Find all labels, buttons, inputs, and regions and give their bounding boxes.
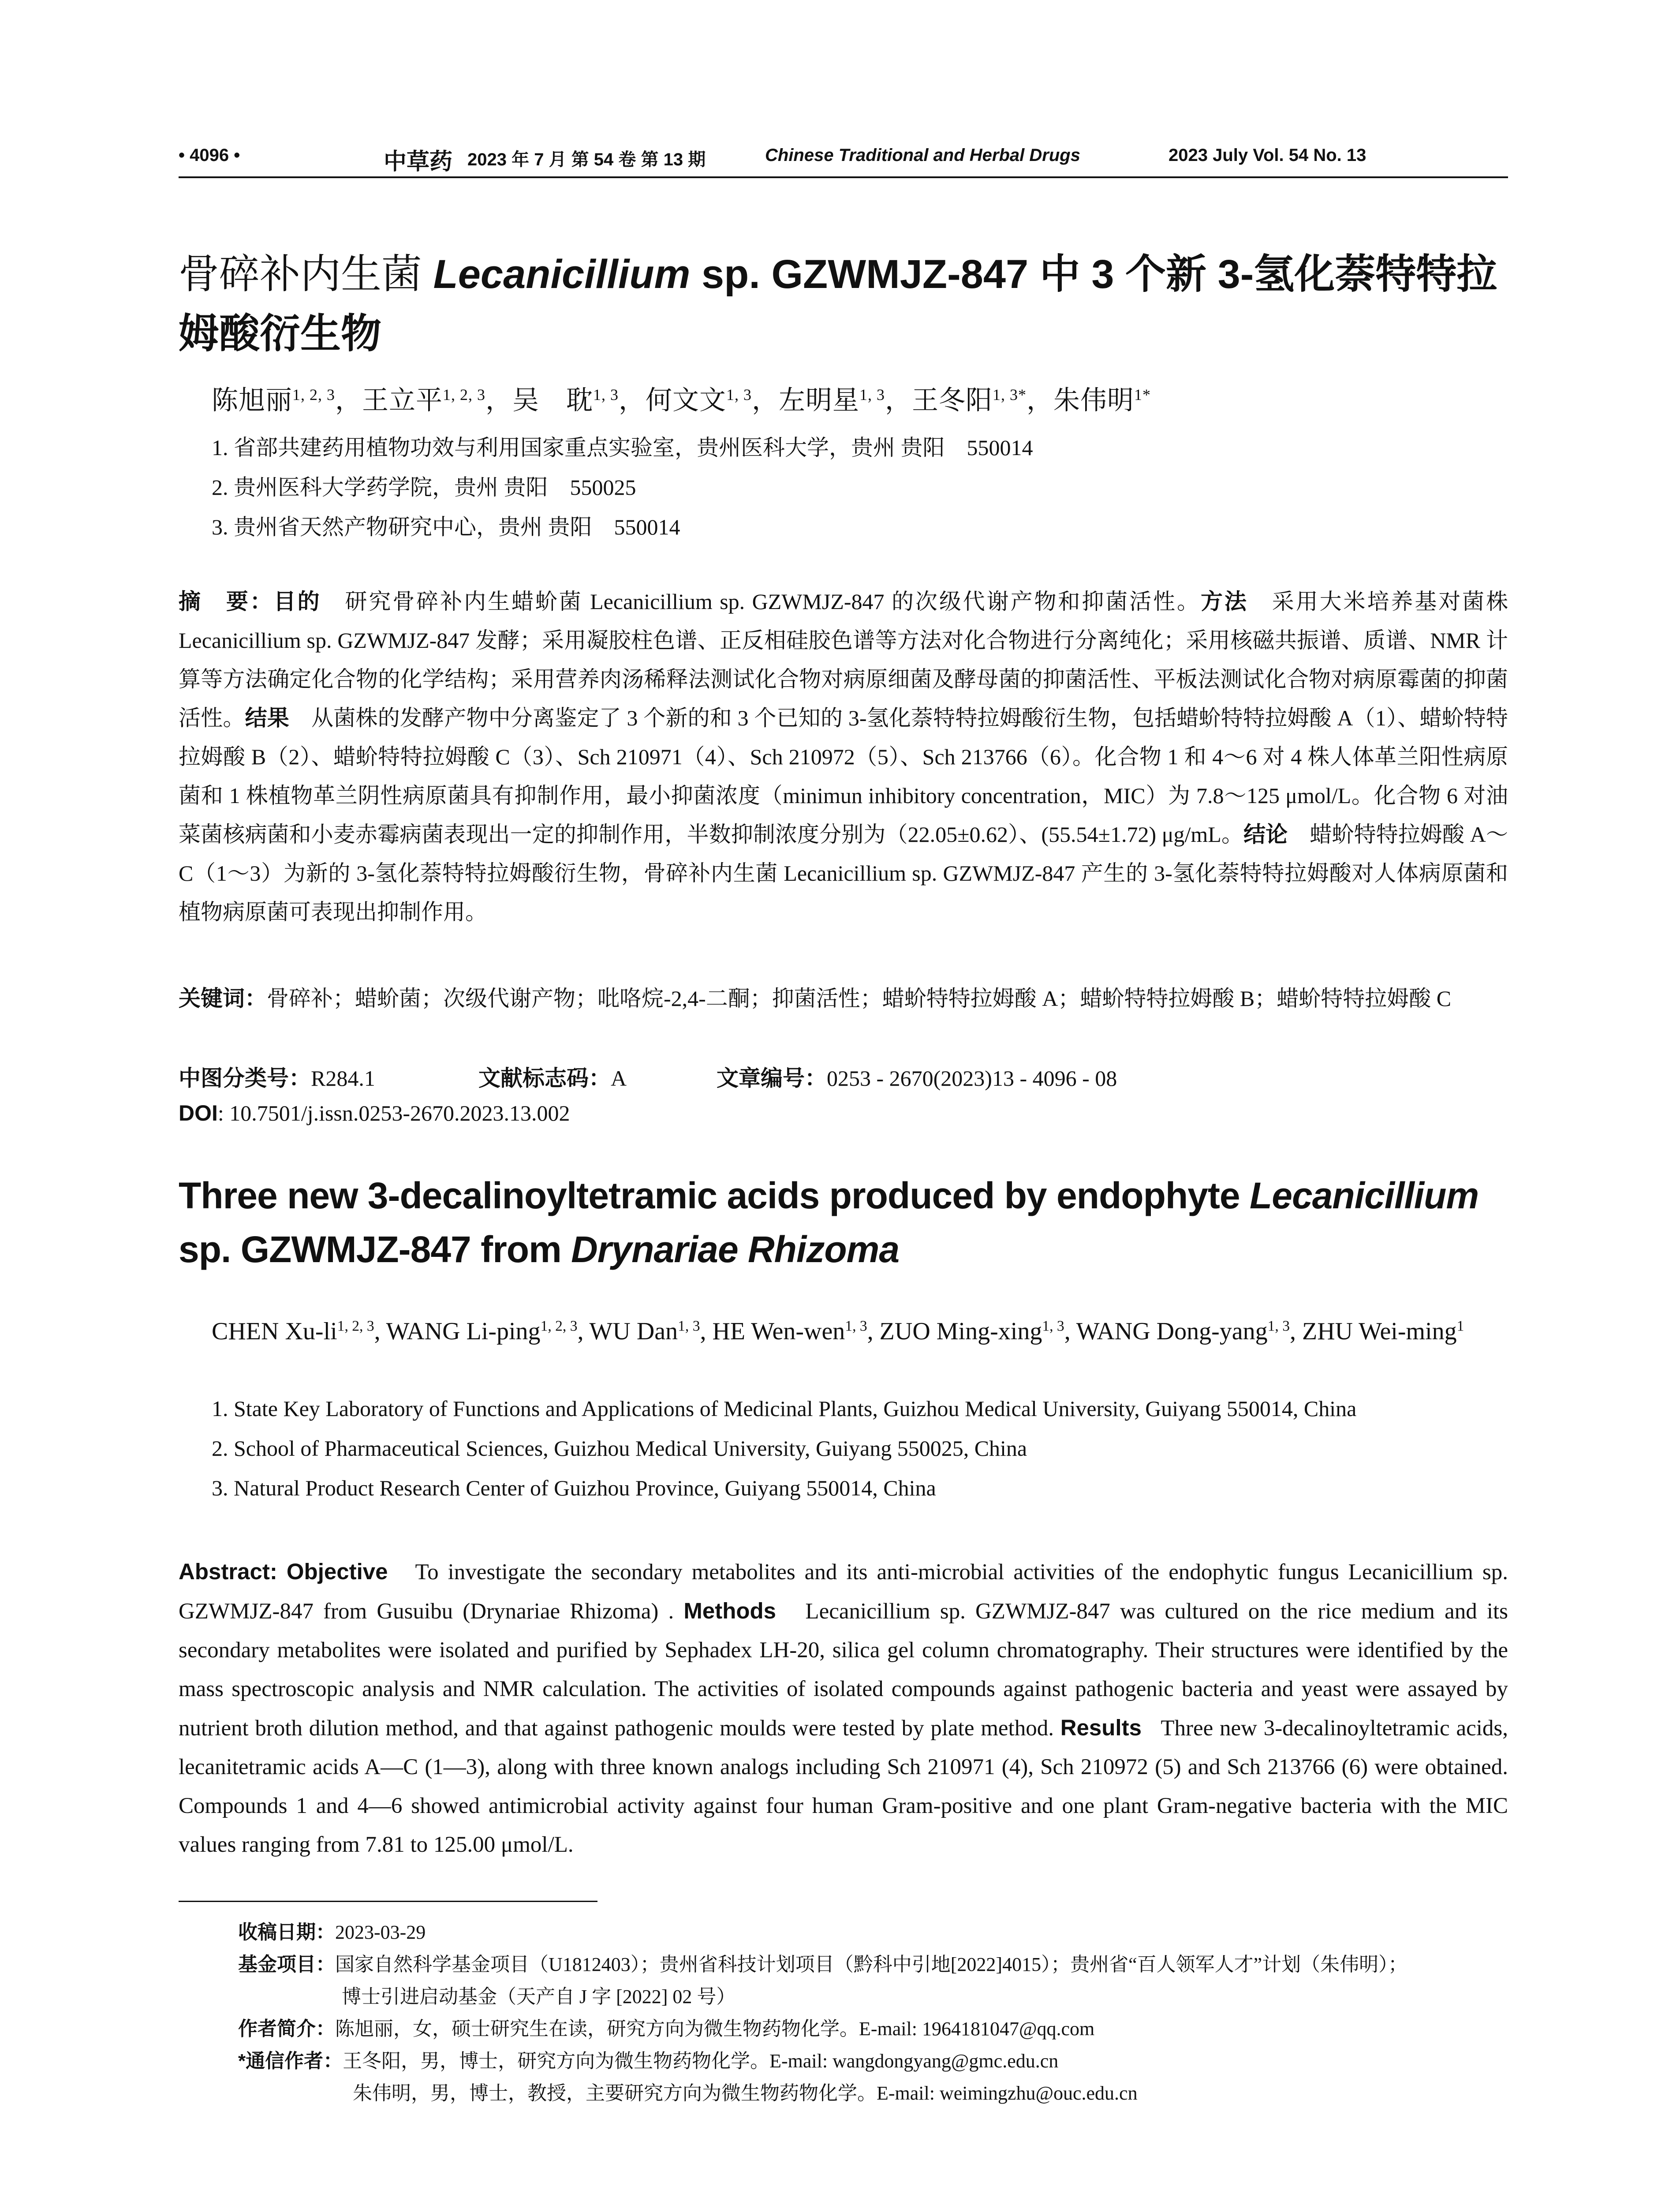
- author: [646, 386, 752, 415]
- footnote-text: 2023-03-29: [335, 1921, 426, 1943]
- author-affiliation-marker: 1, 3: [845, 1318, 867, 1334]
- title-cn-genus: Lecanicillium: [433, 252, 691, 297]
- author-affiliation-marker: 1, 3: [1042, 1318, 1064, 1334]
- title-en-part1: Three new 3-decalinoyltetramic acids produced by endophyte: [179, 1175, 1250, 1216]
- footnote-text: 国家自然科学基金项目（U1812403）；贵州省科技计划项目（黔科中引地[2022]4015）；贵州省“百人领军人才”计划（朱伟明）；: [335, 1954, 1408, 1975]
- title-cn-part2: sp. GZWMJZ-847 中 3 个新 3-氢化萘特特拉姆酸衍生物: [179, 252, 1497, 356]
- footnote-text: 陈旭丽，女，硕士研究生在读，研究方向为微生物药物化学。E-mail: 1964181047@qq.com: [335, 2018, 1095, 2040]
- header-rule: [179, 176, 1508, 178]
- author-name: WANG Dong-yang: [1076, 1318, 1268, 1345]
- doc-code-label: 文献标志码：: [478, 1066, 611, 1091]
- conclusion-cn-label: 结论: [1243, 822, 1288, 847]
- footnote-label: 基金项目：: [238, 1954, 335, 1975]
- objective-en-label: Objective: [286, 1559, 388, 1584]
- clc-value: R284.1: [311, 1066, 375, 1091]
- author-name: WANG Li-ping: [386, 1318, 541, 1345]
- article-number-label: 文章编号：: [717, 1066, 827, 1091]
- author-name: WU Dan: [589, 1318, 678, 1345]
- footnote-received: [238, 1916, 426, 1944]
- abstract-en: [179, 1552, 1508, 1864]
- author: [712, 1318, 867, 1345]
- author-name: 朱伟明: [1053, 386, 1134, 415]
- author-name: 吴 耽: [512, 386, 593, 415]
- affiliation-en-2: 2. School of Pharmaceutical Sciences, Guizhou Medical University, Guiyang 550025, China: [212, 1436, 1027, 1461]
- author-name: CHEN Xu-li: [212, 1318, 337, 1345]
- author-affiliation-marker: 1, 3: [1267, 1318, 1290, 1334]
- author-affiliation-marker: 1, 3*: [993, 386, 1027, 404]
- author: [1076, 1318, 1290, 1345]
- running-header: [179, 146, 1508, 176]
- footnote-funding-cont: [342, 1981, 735, 2009]
- footnote-correspondence-2: [353, 2077, 1138, 2105]
- results-en-text: Three new 3-decalinoyltetramic acids, lecanitetramic acids A—C (1—3), along with three known analogs including Sch 210971 (4), Sch 210972 (5) and Sch 213766 (6) were obtained. Compounds 1 and 4—6 showed antimicrobial activity against four human Gram-positive and one plant Gram-negative bacteria with the MIC values ranging from 7.81 to 125.00 μmol/L.: [179, 1716, 1508, 1857]
- affiliation-cn-2: 2. 贵州医科大学药学院，贵州 贵阳 550025: [212, 475, 636, 500]
- doc-code-value: A: [611, 1066, 627, 1091]
- objective-cn-text: 研究骨碎补内生蜡蚧菌 Lecanicillium sp. GZWMJZ-847 的次级代谢产物和抑菌活性。: [345, 589, 1201, 614]
- issue-cn: 2023 年 7 月 第 54 卷 第 13 期: [467, 150, 706, 169]
- keywords-cn: [179, 979, 1508, 1018]
- author-list-cn: 陈旭丽$^{1, 2, 3}$，王立平$^{1, 2, 3}$，吴 耽$^{1, 3}$，何文文$^{1, 3}$，左明星$^{1, 3}$，王冬阳$^{1, 3*}$，朱伟明$^{1*}$: [212, 386, 1151, 415]
- author-affiliation-marker: 1*: [1134, 386, 1151, 404]
- classification-line: [179, 1061, 1117, 1092]
- author-affiliation-marker: 1, 2, 3: [337, 1318, 374, 1334]
- footnote-label: 收稿日期：: [238, 1921, 335, 1943]
- objective-cn-label: 目的: [273, 589, 321, 614]
- author: [212, 1318, 374, 1345]
- author-affiliation-marker: 1, 3: [593, 386, 619, 404]
- methods-cn-label: 方法: [1200, 589, 1248, 614]
- journal-name-en: Chinese Traditional and Herbal Drugs: [765, 146, 1080, 165]
- footnote-label: 作者简介：: [238, 2018, 335, 2040]
- results-cn-text: 从菌株的发酵产物中分离鉴定了 3 个新的和 3 个已知的 3-氢化萘特特拉姆酸衍生物，包括蜡蚧特特拉姆酸 A（1）、蜡蚧特特拉姆酸 B（2）、蜡蚧特特拉姆酸 C（3）、Sch 210971（4）、Sch 210972（5）、Sch 213766（6）。化合物 1 和 4～6 对 4 株人体革兰阳性病原菌和 1 株植物革兰阴性病原菌具有抑制作用，最小抑菌浓度（minimun inhibitory concentration，MIC）为 7.8～125 μmol/L。化合物 6 对油菜菌核病菌和小麦赤霉病菌表现出一定的抑制作用，半数抑制浓度分别为（22.05±0.62）、(55.54±1.72) μg/mL。: [179, 706, 1508, 847]
- conclusion-cn-text: 蜡蚧特特拉姆酸 A～C（1～3）为新的 3-氢化萘特特拉姆酸衍生物，骨碎补内生菌 Lecanicillium sp. GZWMJZ-847 产生的 3-氢化萘特特拉姆酸对人体病原菌和植物病原菌可表现出抑制作用。: [179, 822, 1508, 924]
- abstract-en-label: Abstract:: [179, 1559, 277, 1584]
- author-affiliation-marker: 1, 3: [726, 386, 752, 404]
- author-name: HE Wen-wen: [712, 1318, 845, 1345]
- author: [512, 386, 619, 415]
- title-en-source: Drynariae Rhizoma: [571, 1229, 900, 1270]
- results-cn-label: 结果: [245, 706, 289, 730]
- author-name: ZUO Ming-xing: [879, 1318, 1042, 1345]
- title-en-part2: sp. GZWMJZ-847 from: [179, 1229, 571, 1270]
- author-affiliation-marker: 1, 2, 3: [540, 1318, 578, 1334]
- author-name: ZHU Wei-ming: [1302, 1318, 1457, 1345]
- author: [386, 1318, 578, 1345]
- footnote-text: 王冬阳，男，博士，研究方向为微生物药物化学。E-mail: wangdongyang@gmc.edu.cn: [343, 2050, 1059, 2072]
- journal-logo: 中草药: [384, 148, 453, 175]
- author: [212, 386, 335, 415]
- clc-label: 中图分类号：: [179, 1066, 311, 1091]
- author: [590, 1318, 700, 1345]
- author: [912, 386, 1027, 415]
- doc-code: [478, 1061, 627, 1092]
- abstract-cn-label: 摘 要：: [179, 589, 274, 614]
- footnote-correspondence: [238, 2045, 1058, 2073]
- methods-en-text: Lecanicillium sp. GZWMJZ-847 was cultured on the rice medium and its secondary metabolites were isolated and purified by Sephadex LH-20, silica gel column chromatography. Their structures were identified by the mass spectroscopic analysis and NMR calculation. The activities of isolated compounds against pathogenic bacteria and yeast were assayed by nutrient broth dilution method, and that against pathogenic moulds were tested by plate method.: [179, 1599, 1508, 1741]
- author-name: 王冬阳: [912, 386, 993, 415]
- footnote-label: *通信作者：: [238, 2050, 343, 2072]
- page-number: • 4096 •: [179, 146, 240, 165]
- footnote-funding: [238, 1948, 1407, 1977]
- author: [779, 386, 885, 415]
- author-affiliation-marker: 1: [1456, 1318, 1464, 1334]
- author-list-en: CHEN Xu-li$^{1, 2, 3}$, WANG Li-ping$^{1, 2, 3}$, WU Dan$^{1, 3}$, HE Wen-wen$^{1, 3}$, ZUO Ming-xing$^{1, 3}$, WANG Dong-yang$^{1, 3}$, ZHU Wei-ming$^1$: [212, 1318, 1464, 1345]
- article-number-value: 0253 - 2670(2023)13 - 4096 - 08: [827, 1066, 1117, 1091]
- author: [1302, 1318, 1464, 1345]
- doi-label: DOI: [179, 1101, 218, 1125]
- doi-line: [179, 1100, 570, 1126]
- objective-en-text: To investigate the secondary metabolites and its anti-microbial activities of the endophytic fungus Lecanicillium sp. GZWMJZ-847 from Gusuibu (Drynariae Rhizoma) .: [179, 1560, 1508, 1624]
- author-affiliation-marker: 1, 2, 3: [292, 386, 335, 404]
- author-name: 王立平: [362, 386, 443, 415]
- affiliation-en-1: 1. State Key Laboratory of Functions and Applications of Medicinal Plants, Guizhou Medical University, Guiyang 550014, China: [212, 1396, 1357, 1421]
- author-affiliation-marker: 1, 3: [678, 1318, 700, 1334]
- affiliation-cn-3: 3. 贵州省天然产物研究中心，贵州 贵阳 550014: [212, 515, 680, 539]
- author: [880, 1318, 1064, 1345]
- paper-title-cn: [179, 245, 1519, 364]
- article-number: [717, 1061, 1117, 1092]
- footnote-author-bio: [238, 2013, 1094, 2041]
- abstract-cn: [179, 582, 1508, 931]
- methods-cn-text: 采用大米培养基对菌株 Lecanicillium sp. GZWMJZ-847 发酵；采用凝胶柱色谱、正反相硅胶色谱等方法对化合物进行分离纯化；采用核磁共振谱、质谱、NMR 计算等方法确定化合物的化学结构；采用营养肉汤稀释法测试化合物对病原细菌及酵母菌的抑菌活性、平板法测试化合物对病原霉菌的抑菌活性。: [179, 589, 1508, 730]
- affiliation-en-3: 3. Natural Product Research Center of Guizhou Province, Guiyang 550014, China: [212, 1476, 936, 1500]
- author: [362, 386, 485, 415]
- author: [1053, 386, 1151, 415]
- issue-en: 2023 July Vol. 54 No. 13: [1169, 146, 1366, 165]
- author-affiliation-marker: 1, 2, 3: [443, 386, 485, 404]
- title-cn-part1: 骨碎补内生菌: [179, 252, 433, 297]
- paper-title-en: [179, 1169, 1519, 1276]
- methods-en-label: Methods: [683, 1598, 777, 1623]
- footnote-text: 博士引进启动基金（天产自 J 字 [2022] 02 号）: [342, 1986, 736, 2007]
- footnote-rule: [179, 1901, 597, 1902]
- footnote-text: 朱伟明，男，博士，教授，主要研究方向为微生物药物化学。E-mail: weimingzhu@ouc.edu.cn: [353, 2082, 1138, 2104]
- author-name: 左明星: [779, 386, 859, 415]
- author-name: 何文文: [646, 386, 726, 415]
- keywords-cn-label: 关键词：: [179, 986, 267, 1011]
- results-en-label: Results: [1060, 1715, 1142, 1740]
- title-en-genus: Lecanicillium: [1249, 1175, 1479, 1216]
- author-name: 陈旭丽: [212, 386, 292, 415]
- author-affiliation-marker: 1, 3: [859, 386, 885, 404]
- doi-value: : 10.7501/j.issn.0253-2670.2023.13.002: [217, 1101, 570, 1125]
- affiliation-cn-1: 1. 省部共建药用植物功效与利用国家重点实验室，贵州医科大学，贵州 贵阳 550014: [212, 435, 1033, 460]
- keywords-cn-text: 骨碎补；蜡蚧菌；次级代谢产物；吡咯烷-2,4-二酮；抑菌活性；蜡蚧特特拉姆酸 A；蜡蚧特特拉姆酸 B；蜡蚧特特拉姆酸 C: [267, 986, 1452, 1011]
